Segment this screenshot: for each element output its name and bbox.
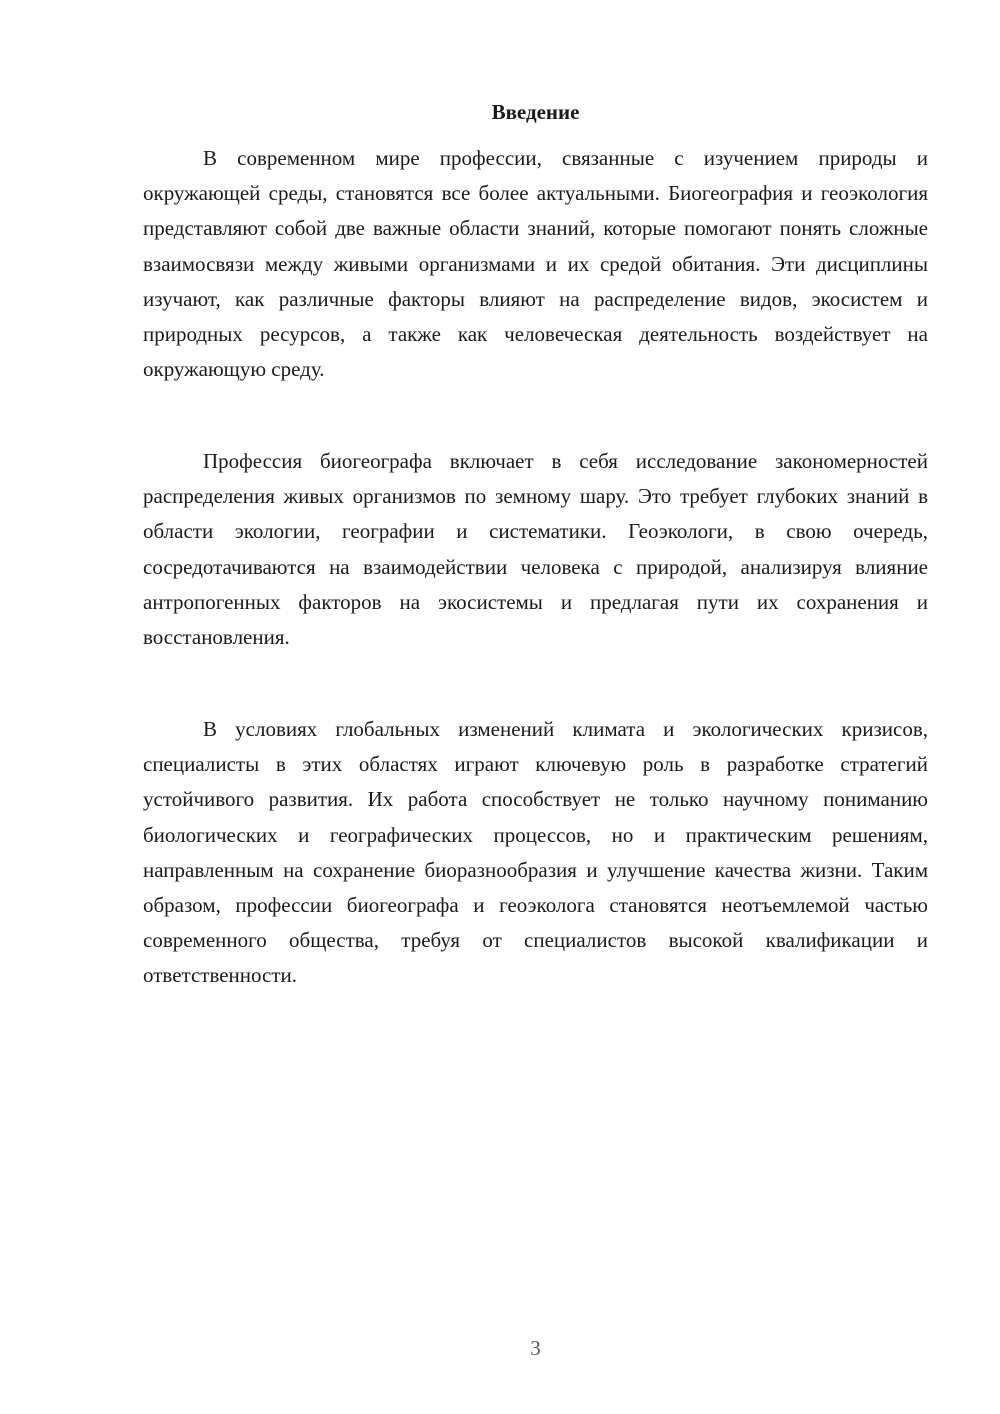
paragraph-2: Профессия биогеографа включает в себя исследование закономерностей распределения живых организмов по земному шару. Это требует глубоких знаний в области экологии, географии и систематики. Геоэкологи, в свою очередь, сосредотачиваются на взаимодействии человека с природой, анализируя влияние антропогенных факторов на экосистемы и предлагая пути их сохранения и восстановления. xyxy=(143,449,928,650)
page-number: 3 xyxy=(530,1336,541,1360)
paragraph-1: В современном мире профессии, связанные с изучением природы и окружающей среды, становятся все более актуальными. Биогеография и геоэкология представляют собой две важные области знаний, которые помогают понять сложные взаимосвязи между живыми организмами и их средой обитания. Эти дисциплины изучают, как различные факторы влияют на распределение видов, экосистем и природных ресурсов, а также как человеческая деятельность воздействует на окружающую среду. xyxy=(143,146,928,382)
paragraph-3: В условиях глобальных изменений климата и экологических кризисов, специалисты в этих областях играют ключевую роль в разработке стратегий устойчивого развития. Их работа способствует не только научному пониманию биологических и географических процессов, но и практическим решениям, направленным на сохранение биоразнообразия и улучшение качества жизни. Таким образом, профессии биогеографа и геоэколога становятся неотъемлемой частью современного общества, требуя от специалистов высокой квалификации и ответственности. xyxy=(143,717,928,988)
section-heading: Введение xyxy=(491,100,580,124)
